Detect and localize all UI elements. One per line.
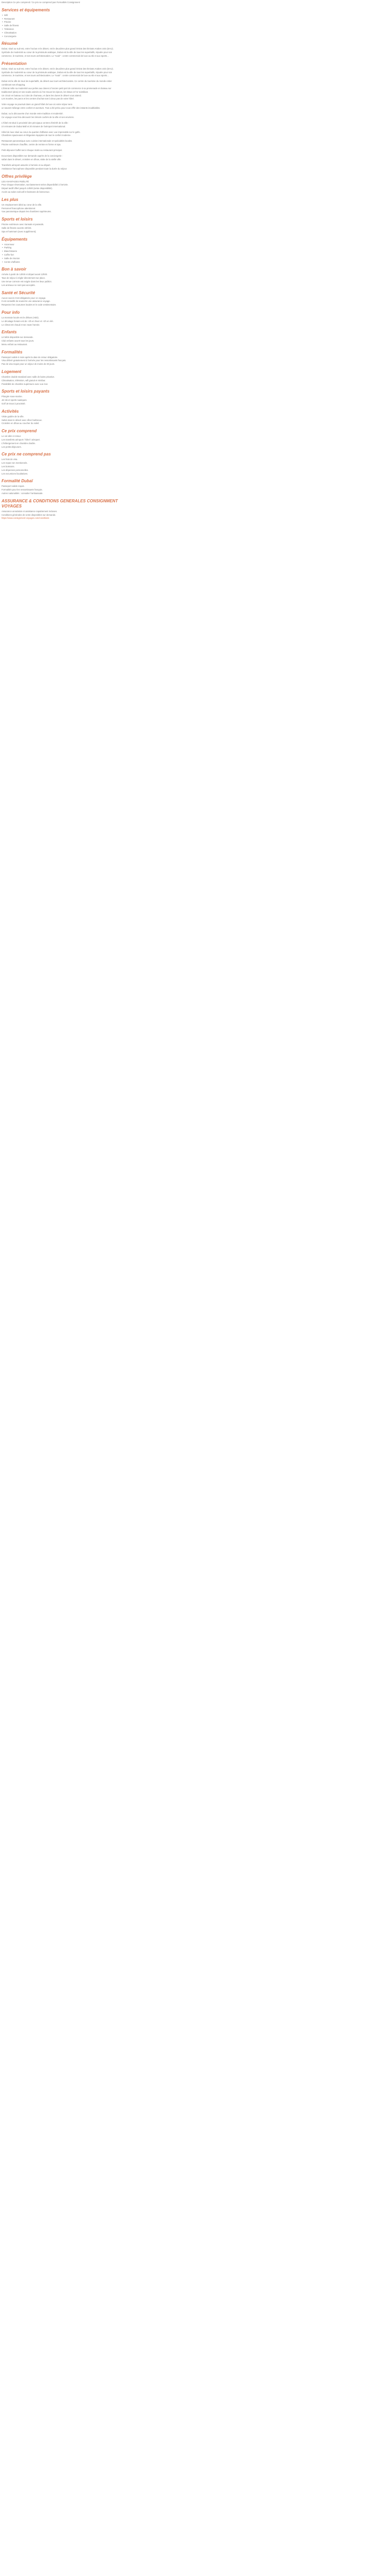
activites-line: Croisière en dhow au coucher du soleil. (2, 422, 40, 425)
logement-section (2, 369, 136, 386)
logement-line: Possibilité de chambre supérieure avec vue mer. (2, 382, 48, 385)
programme-line: Un circuit en bateau ou à dos de chameau, et dans les dunes le désert vous attend. (2, 94, 82, 97)
equipement-item: • Coffre-fort (2, 253, 136, 257)
necomprend-title: Ce prix ne comprend pas (2, 452, 51, 457)
offres-section (2, 174, 136, 194)
presentation-line: Symbole de modernité au cœur de la péninsule arabique, Dubaï est la ville de tous les superlatifs, réputée pour son (2, 71, 112, 74)
service-item: • Climatisation (2, 31, 136, 35)
programme-line: Les musées, les parcs et les centres d'achat sont à deux pas de votre hôtel. (2, 97, 74, 100)
resume-line: commerce, le tourisme, et ses tours architecturales. Le "souk" : centre commercial de luxe au ski et aux sports... (2, 54, 109, 57)
equipements-section (2, 237, 136, 264)
sante-line: Il est conseillé de souscrire une assurance voyage. (2, 300, 51, 303)
programme-line: Transferts aéroport assurés à l'arrivée et au départ. (2, 163, 51, 166)
presentation-title: Présentation (2, 61, 27, 66)
sante-title: Santé et Sécurité (2, 290, 35, 295)
programme-line: Dubaï est la ville de tous les superlatifs, du désert aux tours architecturales. Ce centre du tourisme du monde entier (2, 80, 112, 83)
programme-line: Ce voyage vous fera découvrir les trésors cachés de la ville et ses environs. (2, 115, 74, 118)
programme-line: un savant mélange entre confort et aventure. Tout a été prévu pour vous offrir des instants inoubliables. (2, 107, 101, 110)
offres-line: Départ tardif offert jusqu'à 14h00 (selon disponibilité). (2, 187, 53, 190)
plus-line: Vue panoramique depuis les chambres supérieures. (2, 210, 52, 213)
activites-line: Safari dans le désert avec dîner barbecue. (2, 418, 42, 421)
logement-title: Logement (2, 369, 22, 375)
logement-line: Climatisation, télévision, wifi gratuit et minibar. (2, 379, 46, 382)
presentation-section (2, 61, 136, 78)
formalites-section (2, 350, 136, 366)
service-item: • Wifi (2, 14, 136, 18)
formule-line: Passeport valide requis. (2, 485, 25, 488)
bon-line: Une tenue correcte est exigée dans les lieux publics. (2, 280, 52, 283)
assurance-link[interactable]: https://www.consignment-voyages.com/conditions (2, 517, 50, 520)
sante-line: Respectez les coutumes locales et le code vestimentaire. (2, 303, 57, 307)
enfants-line: Club enfants ouvert tous les jours. (2, 340, 35, 343)
activites-line: Visite guidée de la ville. (2, 415, 24, 418)
cecomprend-line: Le vol aller et retour. (2, 435, 21, 438)
programme-line: Assistance francophone disponible pendant toute la durée du séjour. (2, 167, 68, 170)
assurance-line: Conditions générales de vente disponibles sur demande. (2, 513, 56, 516)
formalites-line: Passeport valide 6 mois après la date de retour obligatoire. (2, 355, 58, 359)
formalites-title: Formalités (2, 349, 23, 354)
infos-line: La monnaie locale est le dirham (AED). (2, 316, 39, 319)
sports-line: Piscine extérieure avec transats et parasols. (2, 223, 44, 226)
formule-line: Formalités pour les ressortissants français. (2, 488, 43, 492)
assurance-line: Assurance annulation et assistance rapatriement incluses. (2, 510, 58, 513)
programme-section (2, 78, 136, 171)
top-note: Description Ce prix comprend / Ce prix ne comprend pas Formalités Consignment (2, 1, 80, 4)
equipement-item: • Ascenseur (2, 243, 136, 247)
equipement-item: • Parking (2, 246, 136, 250)
sports-title: Sports et loisirs (2, 217, 33, 222)
formalites-line: Visa délivré gratuitement à l'arrivée pour les ressortissants français. (2, 359, 67, 362)
resume-line: Symbole de modernité au cœur de la péninsule arabique, Dubaï est la ville de tous les superlatifs, réputée pour son (2, 51, 112, 54)
bon-line: Taxe de séjour à régler directement sur place. (2, 277, 45, 280)
enfants-line: Lit bébé disponible sur demande. (2, 336, 34, 339)
service-item: • Restaurant (2, 18, 136, 21)
sports-section (2, 217, 136, 233)
infos-title: Pour info (2, 310, 20, 315)
formule-section (2, 479, 136, 495)
programme-line: L'Émirat mêle sa modernité aux perles aux dunes à l'ancien petit port de commerce à sa promenade en bateau sur (2, 87, 111, 90)
plus-section (2, 197, 136, 214)
necomprend-line: Les dépenses personnelles. (2, 468, 29, 471)
sports-payants-line: Golf 18 trous à proximité. (2, 402, 26, 405)
enfants-title: Enfants (2, 330, 17, 335)
programme-line: Petit-déjeuner buffet servi chaque matin au restaurant principal. (2, 149, 62, 152)
formalites-line: Pas de visa requis pour un séjour de moins de 30 jours. (2, 363, 55, 366)
sports-line: Salle de fitness ouverte 24h/24. (2, 226, 32, 229)
presentation-line: Dubaï, situé au sud-est, entre l'océan et le désert, est le deuxième plus grand émirat des Émirats Arabes Unis (EAU). (2, 67, 114, 70)
plus-title: Les plus (2, 197, 19, 202)
bon-section (2, 267, 136, 287)
programme-line: Hôtel de luxe situé au cœur du quartier d'affaires avec vue imprenable sur le golfe. (2, 130, 80, 133)
offres-subtitle: LES AVANTAGES FIDÈLITÉ (2, 180, 29, 183)
equipements-title: Équipements (2, 236, 28, 242)
services-title: Services et équipements (2, 7, 50, 12)
bon-title: Bon à savoir (2, 267, 27, 272)
assurance-title: ASSURANCE & CONDITIONS GENERALES CONSIGNMENT VOYAGES (2, 498, 118, 509)
programme-line: Chambres spacieuses et élégantes équipées de tout le confort moderne. (2, 134, 71, 137)
necomprend-line: Les boissons. (2, 465, 15, 468)
services-section (2, 8, 136, 39)
formule-line: Autres nationalités : consulter l'ambassade. (2, 492, 43, 495)
plus-line: Personnel francophone attentionné. (2, 207, 36, 210)
resume-line: Dubaï, situé au sud-est, entre l'océan et le désert, est le deuxième plus grand émirat des Émirats Arabes Unis (EAU). (2, 47, 114, 50)
service-item: • Salle de fitness (2, 24, 136, 28)
cecomprend-line: Les petits-déjeuners. (2, 445, 22, 448)
programme-line: Votre voyage se poursuit dans un grand hôtel de luxe où votre séjour sera (2, 103, 73, 106)
enfants-line: Menu enfant au restaurant. (2, 343, 28, 346)
programme-line: Excursions disponibles sur demande auprès de la conciergerie : (2, 155, 63, 158)
infos-section (2, 310, 136, 327)
programme-line: Dubaï, ou la découverte d'un monde entre tradition et modernité. (2, 112, 63, 115)
activites-section (2, 409, 136, 426)
formule-title: Formalité Dubaï (2, 479, 33, 484)
sports-line: Spa et hammam (avec supplément). (2, 230, 37, 233)
programme-line: Piscine extérieure chauffée, centre de remise en forme et spa. (2, 143, 61, 146)
offres-line: Pour chaque réservation, surclassement selon disponibilité à l'arrivée. (2, 183, 69, 187)
equipement-item: • Salle de réunion (2, 257, 136, 261)
service-item: • Télévision (2, 28, 136, 31)
sports-payants-line: Plongée sous-marine. (2, 395, 23, 398)
sports-payants-section (2, 389, 136, 405)
cecomprend-line: Les transferts aéroport / hôtel / aéroport. (2, 438, 40, 442)
sante-section (2, 291, 136, 307)
sports-payants-line: Jet ski et sports nautiques. (2, 399, 27, 402)
necomprend-line: Les repas non mentionnés. (2, 462, 28, 465)
assurance-section (2, 499, 136, 520)
necomprend-line: Les frais de visa. (2, 458, 18, 461)
sante-line: Aucun vaccin n'est obligatoire pour ce voyage. (2, 296, 46, 299)
programme-line: traditionnel (abra) et ses souks animés où l'on trouve les épices, les tissus et l'or scintillant. (2, 90, 89, 93)
cecomprend-title: Ce prix comprend (2, 429, 37, 434)
resume-title: Résumé (2, 41, 18, 46)
activites-title: Activités (2, 409, 19, 414)
presentation-line: commerce, le tourisme, et ses tours architecturales. Le "souk" : centre commercial de luxe au ski et aux sports... (2, 74, 109, 77)
plus-line: Un emplacement idéal au cœur de la ville. (2, 203, 42, 206)
cecomprend-line: L'hébergement en chambre double. (2, 442, 36, 445)
bon-line: Arrivée à partir de 14h00 et départ avant 12h00. (2, 273, 48, 276)
programme-line: L'hôtel est situé à proximité des principaux centres d'intérêt de la ville : (2, 121, 69, 124)
necomprend-section (2, 452, 136, 476)
offres-line: Accès au salon exécutif et boissons de bienvenue. (2, 190, 50, 193)
infos-line: Le climat est chaud et sec toute l'année. (2, 323, 40, 326)
logement-line: Chambre double standard avec salle de bains privative. (2, 376, 55, 379)
programme-line: Restaurant panoramique avec cuisine internationale et spécialités locales. (2, 140, 73, 143)
cecomprend-section (2, 429, 136, 449)
enfants-section (2, 330, 136, 346)
service-item: • Piscine (2, 21, 136, 24)
offres-title: Offres privilège (2, 174, 32, 179)
programme-line: à 5 minutes de Dubai Mall et 20 minutes de l'aéroport international. (2, 125, 66, 128)
equipement-item: • Blanchisserie (2, 250, 136, 253)
equipement-item: • Centre d'affaires (2, 261, 136, 264)
bon-line: Les animaux ne sont pas acceptés. (2, 283, 36, 286)
programme-line: safari dans le désert, croisière en dhow, visite de la vieille ville. (2, 158, 61, 161)
programme-line: combinant ses shopping. (2, 83, 26, 87)
infos-line: Le décalage horaire est de +3h en hiver et +2h en été. (2, 319, 54, 323)
page (0, 0, 137, 520)
necomprend-line: Les excursions facultatives. (2, 472, 28, 475)
resume-section (2, 41, 136, 58)
sports-payants-title: Sports et loisirs payants (2, 389, 50, 394)
service-item: • Conciergerie (2, 35, 136, 39)
